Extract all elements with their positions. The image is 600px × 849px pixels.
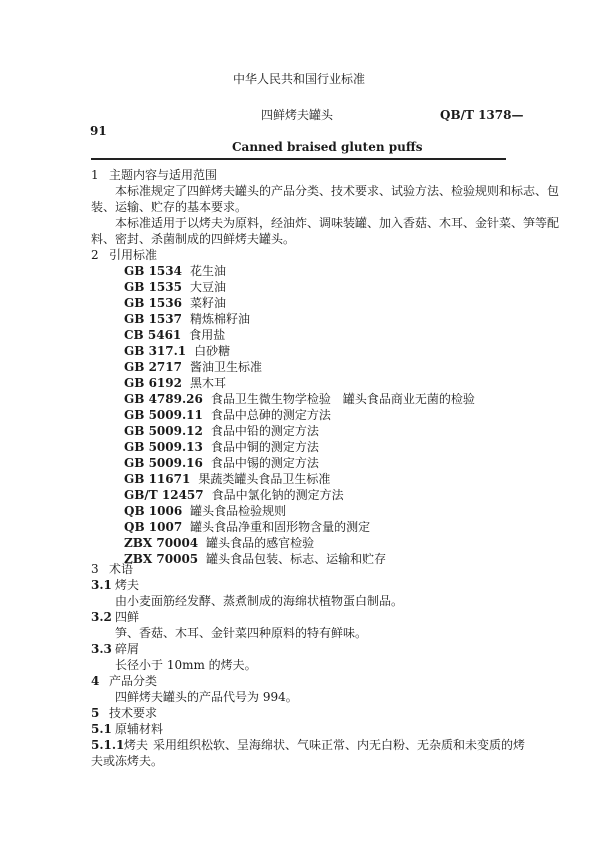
reference-code: GB 5009.11: [124, 408, 203, 422]
reference-title: 罐头食品包装、标志、运输和贮存: [206, 552, 387, 566]
reference-code: GB 1534: [124, 264, 182, 278]
term-3-2-number: 3.2: [91, 610, 112, 624]
section-1-para1-line2: 装、运输、贮存的基本要求。: [91, 200, 248, 214]
reference-code: QB 1006: [124, 504, 183, 518]
reference-code: GB 4789.26: [124, 392, 203, 406]
reference-code: QB 1007: [124, 520, 183, 534]
reference-code: GB 6192: [124, 376, 182, 390]
term-3-1-definition: 由小麦面筋经发酵、蒸煮制成的海绵状植物蛋白制品。: [115, 594, 404, 608]
reference-title: 白砂糖: [194, 344, 231, 358]
reference-title: 食用盐: [189, 328, 226, 342]
reference-code: GB 1536: [124, 296, 182, 310]
reference-title: 罐头食品净重和固形物含量的测定: [190, 520, 371, 534]
section-5-1-1-text-line2: 夫或冻烤夫。: [91, 754, 164, 768]
term-3-1-name: 烤夫: [115, 578, 140, 592]
section-4-number: 4: [91, 674, 100, 688]
section-4-text: 四鲜烤夫罐头的产品代号为 994。: [115, 690, 298, 704]
reference-title: 罐头食品检验规则: [190, 504, 287, 518]
section-5-number: 5: [91, 706, 100, 720]
standard-number: QB/T 1378—: [440, 108, 524, 122]
section-2-number: 2: [91, 248, 99, 262]
reference-title: 黑木耳: [189, 376, 226, 390]
section-1-number: 1: [91, 168, 99, 182]
standard-title-en: Canned braised gluten puffs: [232, 140, 423, 154]
reference-title: 食品卫生微生物学检验 罐头食品商业无菌的检验: [210, 392, 475, 406]
term-3-2-name: 四鲜: [115, 610, 140, 624]
section-5-1-1-number: 5.1.1: [91, 738, 125, 752]
reference-code: GB 5009.16: [124, 456, 203, 470]
term-3-3-name: 碎屑: [115, 642, 140, 656]
reference-code: GB 2717: [124, 360, 182, 374]
reference-title: 食品中氯化钠的测定方法: [211, 488, 344, 502]
reference-title: 罐头食品的感官检验: [206, 536, 315, 550]
reference-title: 食品中总砷的测定方法: [210, 408, 331, 422]
section-5-1-1-text-line1: 采用组织松软、呈海绵状、气味正常、内无白粉、无杂质和未变质的烤: [153, 738, 526, 752]
section-5-heading: 技术要求: [109, 706, 158, 720]
section-5-1-1-name: 烤夫: [124, 738, 149, 752]
term-3-3-number: 3.3: [91, 642, 112, 656]
reference-title: 食品中锡的测定方法: [210, 456, 319, 470]
term-3-3-definition: 长径小于 10mm 的烤夫。: [115, 658, 257, 672]
reference-title: 酱油卫生标准: [189, 360, 262, 374]
header-divider: [91, 158, 506, 160]
reference-code: GB 5009.13: [124, 440, 203, 454]
section-3-heading: 术语: [109, 562, 134, 576]
section-2-heading: 引用标准: [109, 248, 158, 262]
standard-title-cn: 四鲜烤夫罐头: [261, 108, 334, 122]
reference-title: 菜籽油: [189, 296, 226, 310]
reference-code: GB 317.1: [124, 344, 187, 358]
reference-title: 精炼棉籽油: [189, 312, 250, 326]
reference-code: ZBX 70004: [124, 536, 199, 550]
section-5-1-heading: 原辅材料: [115, 722, 164, 736]
section-1-para1-line1: 本标准规定了四鲜烤夫罐头的产品分类、技术要求、试验方法、检验规则和标志、包: [115, 184, 560, 198]
reference-code: CB 5461: [124, 328, 182, 342]
section-4-heading: 产品分类: [109, 674, 158, 688]
reference-title: 果蔬类罐头食品卫生标准: [198, 472, 331, 486]
reference-title: 食品中铅的测定方法: [210, 424, 319, 438]
reference-title: 食品中铜的测定方法: [210, 440, 319, 454]
reference-code: GB 11671: [124, 472, 191, 486]
reference-code: ZBX 70005: [124, 552, 199, 566]
section-1-para2-line1: 本标准适用于以烤夫为原料，经油炸、调味装罐、加入香菇、木耳、金针菜、笋等配: [115, 216, 560, 230]
term-3-2-definition: 笋、香菇、木耳、金针菜四种原料的特有鲜味。: [115, 626, 368, 640]
organization-title: 中华人民共和国行业标准: [233, 72, 366, 86]
term-3-1-number: 3.1: [91, 578, 112, 592]
section-1-heading: 主题内容与适用范围: [109, 168, 218, 182]
reference-title: 花生油: [189, 264, 226, 278]
section-3-number: 3: [91, 562, 99, 576]
reference-title: 大豆油: [189, 280, 226, 294]
section-1-para2-line2: 料、密封、杀菌制成的四鲜烤夫罐头。: [91, 232, 296, 246]
reference-code: GB 1537: [124, 312, 182, 326]
reference-code: GB/T 12457: [124, 488, 204, 502]
section-5-1-number: 5.1: [91, 722, 112, 736]
standard-year: 91: [90, 124, 107, 138]
reference-code: GB 1535: [124, 280, 182, 294]
reference-code: GB 5009.12: [124, 424, 203, 438]
